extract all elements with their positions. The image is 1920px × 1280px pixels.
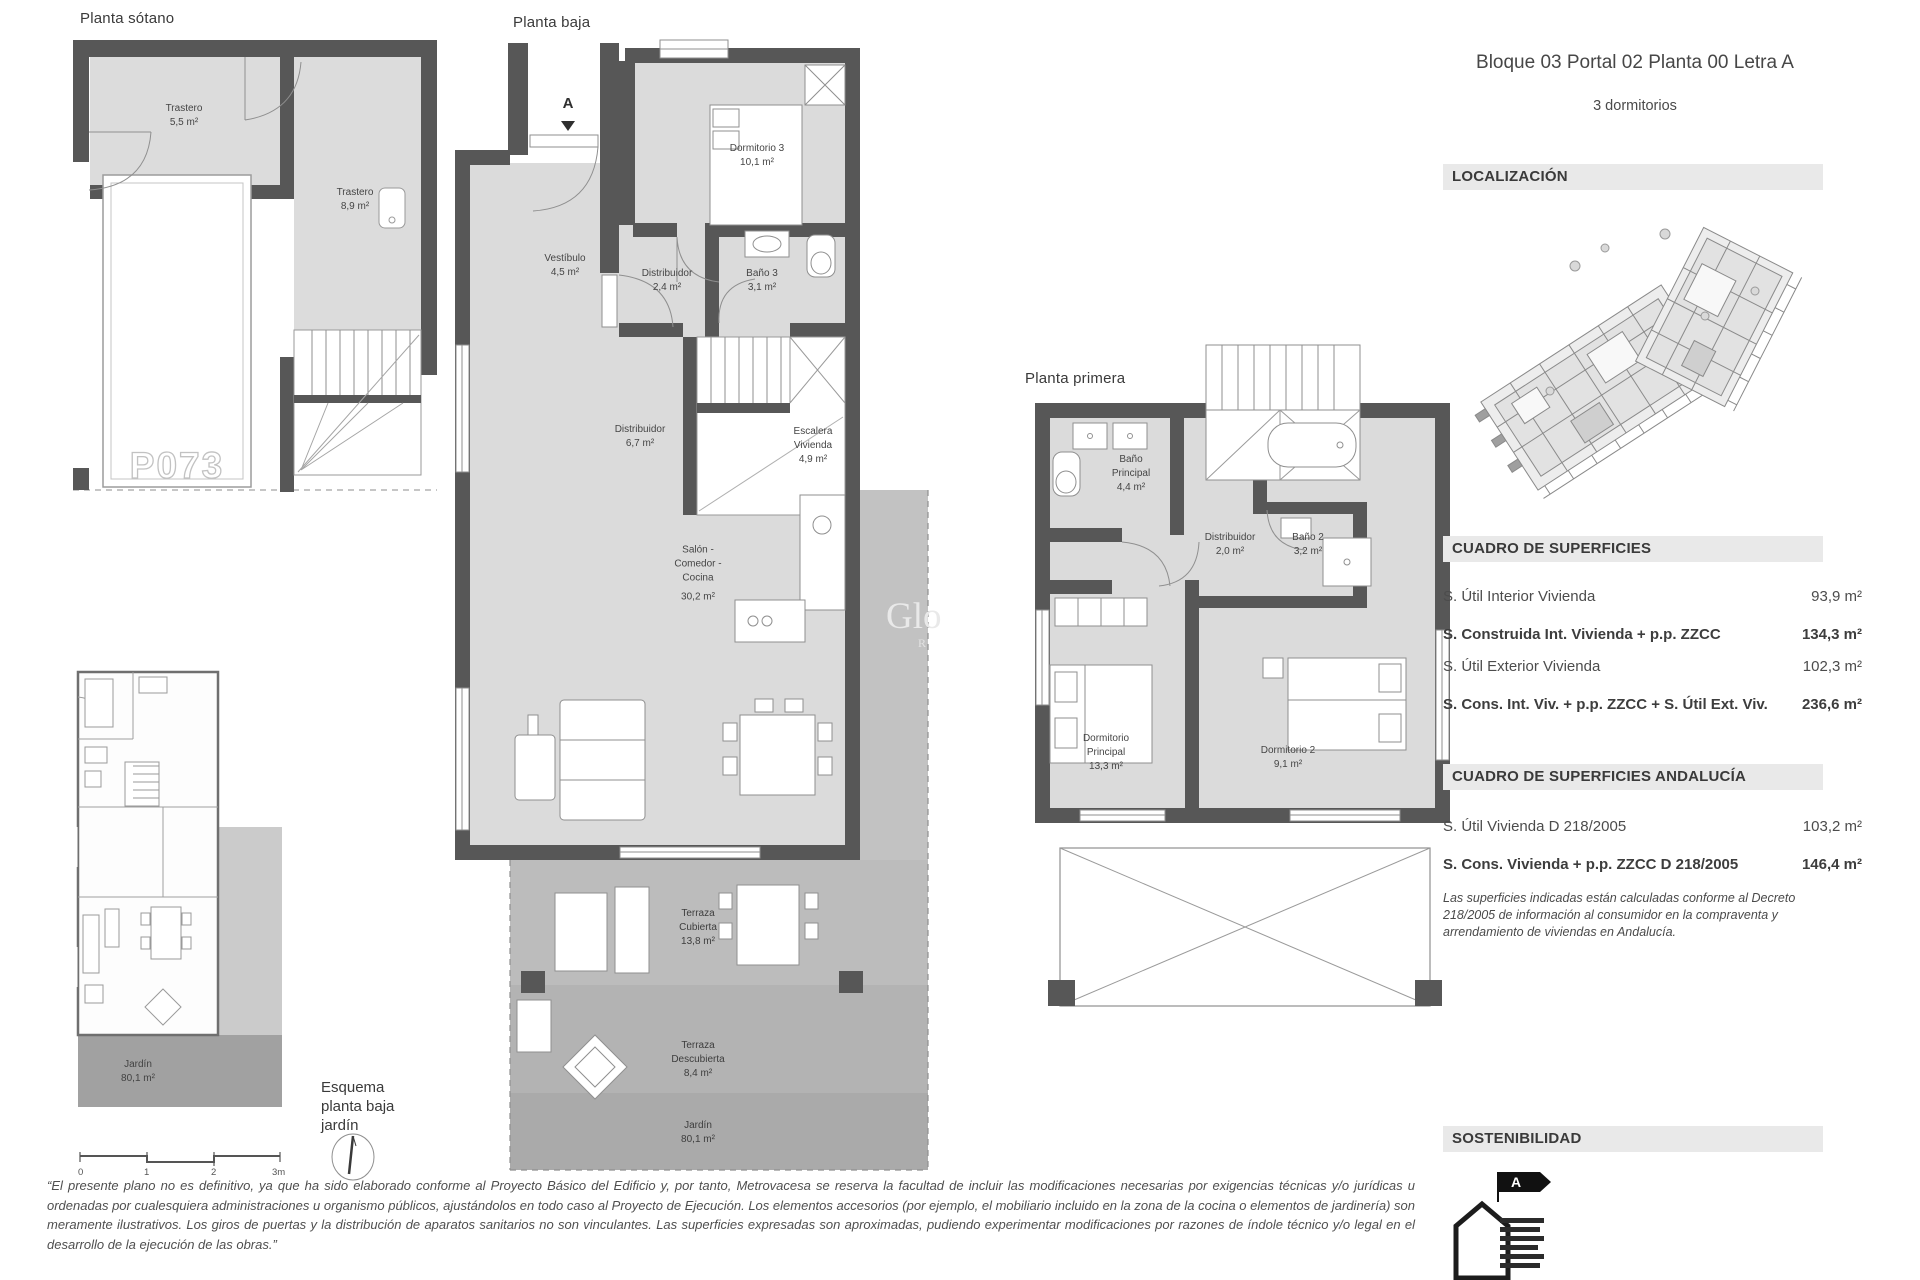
andalucia-row: S. Cons. Vivienda + p.p. ZZCC D 218/2005 146,4 m² bbox=[1443, 856, 1862, 873]
andalucia-note: Las superficies indicadas están calculadas conforme al Decreto 218/2005 de información al consumidor en la compraventa y arrendamiento de viviendas en Andalucía. bbox=[1443, 891, 1796, 939]
disclaimer-text: “El presente plano no es definitivo, ya que ha sido elaborado conforme al Proyecto Básico del Edificio y, por tanto, Metrovacesa se reserva la facultad de incluir las modificaciones necesarias por exigencias técnicas y/o jurídicas u ordenadas por cualesquiera administraciones u organismo públicos, ajustándolos en todo caso al Proyecto de Ejecución. Los elementos accesorios (por ejemplo, el mobiliario incluido en la zona de la cocina o elementos de jardinería) son meramente ilustrativos. Los giros de puertas y la distribución de aparatos sanitarios no son vinculantes. Las superficies expresadas son aproximadas, pudiendo experimentar modificaciones por razones de índole técnico y/o legal en el desarrollo de la ejecución de las obras.” bbox=[47, 1178, 1415, 1252]
esquema-garden bbox=[78, 1035, 282, 1107]
room-terraza-descubierta: Terraza Descubierta 8,4 m² bbox=[671, 1040, 725, 1079]
room-vestibulo: Vestíbulo 4,5 m² bbox=[544, 253, 586, 278]
section-arrow-icon bbox=[561, 121, 575, 131]
room-distribuidor-p1: Distribuidor 2,0 m² bbox=[1204, 532, 1256, 557]
room-bano-principal: Baño Principal 4,4 m² bbox=[1111, 454, 1151, 493]
room-salon: Salón - Comedor - Cocina 30,2 m² bbox=[674, 544, 722, 603]
page-title: Bloque 03 Portal 02 Planta 00 Letra A bbox=[1476, 52, 1794, 73]
superficies-row: S. Útil Interior Vivienda 93,9 m² bbox=[1443, 588, 1862, 605]
room-escalera: Escalera Vivienda 4,9 m² bbox=[793, 426, 833, 465]
energy-house-icon bbox=[1448, 1168, 1568, 1280]
superficies-row: S. Cons. Int. Viv. + p.p. ZZCC + S. Útil Ext. Viv. 236,6 m² bbox=[1443, 696, 1862, 713]
scale-tick-0: 0 bbox=[78, 1167, 84, 1178]
esquema-terrace bbox=[218, 827, 282, 1035]
scale-tick-1: 1 bbox=[144, 1167, 150, 1178]
scale-tick-2: 2 bbox=[211, 1167, 217, 1178]
room-jardin-pb: Jardín 80,1 m² bbox=[681, 1120, 715, 1145]
room-trastero-1: Trastero 5,5 m² bbox=[165, 103, 203, 128]
superficies-row: S. Útil Exterior Vivienda 102,3 m² bbox=[1443, 658, 1862, 675]
localizacion-heading: LOCALIZACIÓN bbox=[1443, 164, 1823, 190]
primera-plan bbox=[1035, 280, 1455, 1010]
esquema-caption: Esquema planta baja jardín bbox=[321, 1079, 395, 1134]
primera-title: Planta primera bbox=[1025, 370, 1126, 387]
sotano-plan bbox=[73, 40, 443, 510]
baja-title: Planta baja bbox=[513, 14, 591, 31]
room-dormitorio2: Dormitorio 2 9,1 m² bbox=[1260, 745, 1316, 770]
room-jardin-esquema: Jardín 80,1 m² bbox=[121, 1059, 155, 1084]
room-bano2: Baño 2 3,2 m² bbox=[1292, 532, 1324, 557]
andalucia-row: S. Útil Vivienda D 218/2005 103,2 m² bbox=[1443, 818, 1862, 835]
energy-letter: A bbox=[1510, 1174, 1522, 1190]
esquema-plan bbox=[73, 667, 288, 1112]
room-bano3: Baño 3 3,1 m² bbox=[746, 268, 778, 293]
scale-tick-3: 3m bbox=[272, 1167, 286, 1178]
parking-number-label: P073 bbox=[129, 445, 225, 486]
sink-icon bbox=[379, 188, 405, 228]
sotano-stairs bbox=[294, 330, 421, 475]
room-distribuidor-pb: Distribuidor 2,4 m² bbox=[641, 268, 693, 293]
room-dormitorio-principal: Dormitorio Principal 13,3 m² bbox=[1082, 733, 1130, 772]
site-plan-image bbox=[1455, 196, 1835, 526]
sotano-title: Planta sótano bbox=[80, 10, 175, 27]
andalucia-heading: CUADRO DE SUPERFICIES ANDALUCÍA bbox=[1443, 764, 1823, 790]
section-letter: A bbox=[562, 95, 574, 112]
baja-plan bbox=[455, 35, 940, 1175]
page-subtitle: 3 dormitorios bbox=[1593, 98, 1677, 114]
pergola bbox=[1048, 848, 1442, 1006]
superficies-heading: CUADRO DE SUPERFICIES bbox=[1443, 536, 1823, 562]
room-dormitorio3: Dormitorio 3 10,1 m² bbox=[729, 143, 785, 168]
north-compass-icon bbox=[329, 1132, 377, 1182]
scale-bar bbox=[78, 1148, 290, 1178]
parking-space bbox=[103, 175, 251, 487]
sostenibilidad-heading: SOSTENIBILIDAD bbox=[1443, 1126, 1823, 1152]
superficies-row: S. Construida Int. Vivienda + p.p. ZZCC 134,3 m² bbox=[1443, 626, 1862, 643]
room-terraza-cubierta: Terraza Cubierta 13,8 m² bbox=[679, 908, 717, 947]
watermark: Glo R bbox=[886, 596, 942, 650]
room-distribuidor-pb2: Distribuidor 6,7 m² bbox=[614, 424, 666, 449]
room-trastero-2: Trastero 8,9 m² bbox=[336, 187, 374, 212]
energy-arrow-icon bbox=[1498, 1172, 1551, 1202]
